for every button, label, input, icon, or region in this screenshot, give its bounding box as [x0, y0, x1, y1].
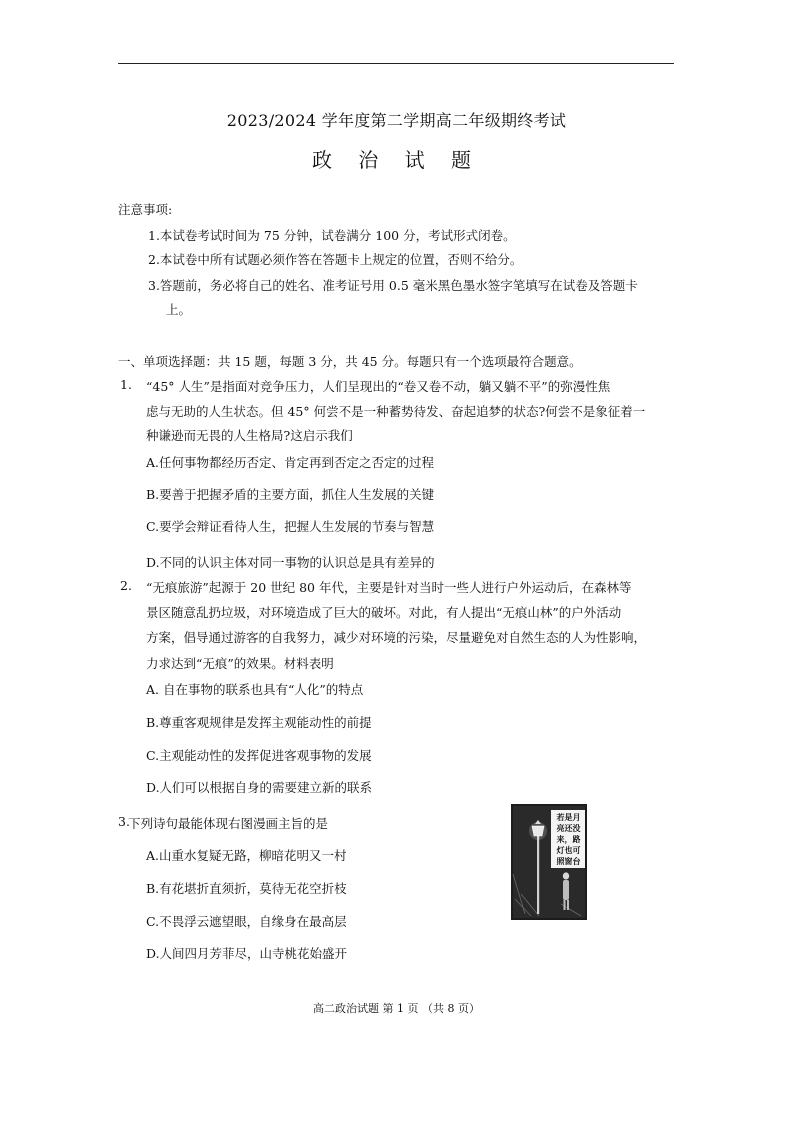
q2-line: “无痕旅游”起源于 20 世纪 80 年代，主要是针对当时一些人进行户外运动后，在森林等 [146, 580, 632, 595]
q1-number: 1. [120, 377, 132, 392]
cartoon-image [511, 804, 587, 920]
q2-option-c: C.主观能动性的发挥促进客观事物的发展 [146, 748, 372, 763]
q2-line: 方案，倡导通过游客的自我努力，减少对环境的污染，尽量避免对自然生态的人为性影响， [146, 630, 647, 645]
q2-number: 2. [120, 578, 132, 593]
notice-heading: 注意事项: [118, 202, 173, 217]
q3-option-c: C.不畏浮云遮望眼，自缘身在最高层 [146, 914, 347, 929]
q2-option-a: A. 自在事物的联系也具有“人化”的特点 [146, 682, 364, 697]
cartoon-caption-line: 照窗台 [556, 857, 581, 866]
notice-item-3-cont: 上。 [166, 302, 192, 317]
q3-number: 3. [118, 814, 130, 829]
cartoon-caption [552, 812, 585, 867]
q1-option-b: B.要善于把握矛盾的主要方面，抓住人生发展的关键 [146, 487, 435, 502]
q2-option-b: B.尊重客观规律是发挥主观能动性的前提 [146, 715, 372, 730]
q3-option-b: B.有花堪折直须折，莫待无花空折枝 [146, 881, 347, 896]
q2-line: 力求达到“无痕”的效果。材料表明 [146, 656, 334, 671]
q2-line: 景区随意乱扔垃圾，对环境造成了巨大的破坏。对此，有人提出“无痕山林”的户外活动 [146, 605, 622, 620]
notice-item-2: 2.本试卷中所有试题必须作答在答题卡上规定的位置，否则不给分。 [148, 252, 523, 267]
cartoon-caption-line: 亮还没 [556, 824, 581, 833]
q1-line: “45° 人生”是指面对竞争压力，人们呈现出的“卷又卷不动，躺又躺不平”的弥漫性焦 [146, 379, 611, 394]
cartoon-caption-line: 来，路 [556, 835, 581, 844]
q1-option-d: D.不同的认识主体对同一事物的认识总是具有差异的 [146, 555, 435, 570]
q2-option-d: D.人们可以根据自身的需要建立新的联系 [146, 780, 373, 795]
cartoon-caption-line: 若是月 [556, 813, 581, 822]
page-footer: 高二政治试题 第 1 页 （共 8 页） [313, 1002, 480, 1015]
q3-option-d: D.人间四月芳菲尽，山寺桃花始盛开 [146, 946, 348, 961]
exam-title: 2023/2024 学年度第二学期高二年级期终考试 [226, 111, 567, 130]
q1-option-c: C.要学会辩证看待人生，把握人生发展的节奏与智慧 [146, 519, 435, 534]
exam-subtitle: 政 治 试 题 [311, 148, 482, 172]
notice-item-1: 1.本试卷考试时间为 75 分钟，试卷满分 100 分，考试形式闭卷。 [148, 228, 516, 243]
q3-line: 下列诗句最能体现右图漫画主旨的是 [128, 816, 329, 831]
q1-line: 种谦逊而无畏的人生格局?这启示我们 [146, 428, 353, 443]
cartoon-caption-line: 灯也可 [556, 846, 581, 855]
q3-option-a: A.山重水复疑无路，柳暗花明又一村 [146, 848, 347, 863]
q1-line: 虑与无助的人生状态。但 45° 何尝不是一种蓄势待发、奋起追梦的状态?何尝不是象征着一 [146, 404, 646, 419]
section-heading: 一、单项选择题：共 15 题，每题 3 分，共 45 分。每题只有一个选项最符合题意。 [118, 354, 582, 369]
q1-option-a: A.任何事物都经历否定、肯定再到否定之否定的过程 [146, 455, 435, 470]
notice-item-3: 3.答题前，务必将自己的姓名、准考证号用 0.5 毫米黑色墨水签字笔填写在试卷及答题卡 [148, 278, 638, 293]
header-rule [118, 63, 674, 64]
